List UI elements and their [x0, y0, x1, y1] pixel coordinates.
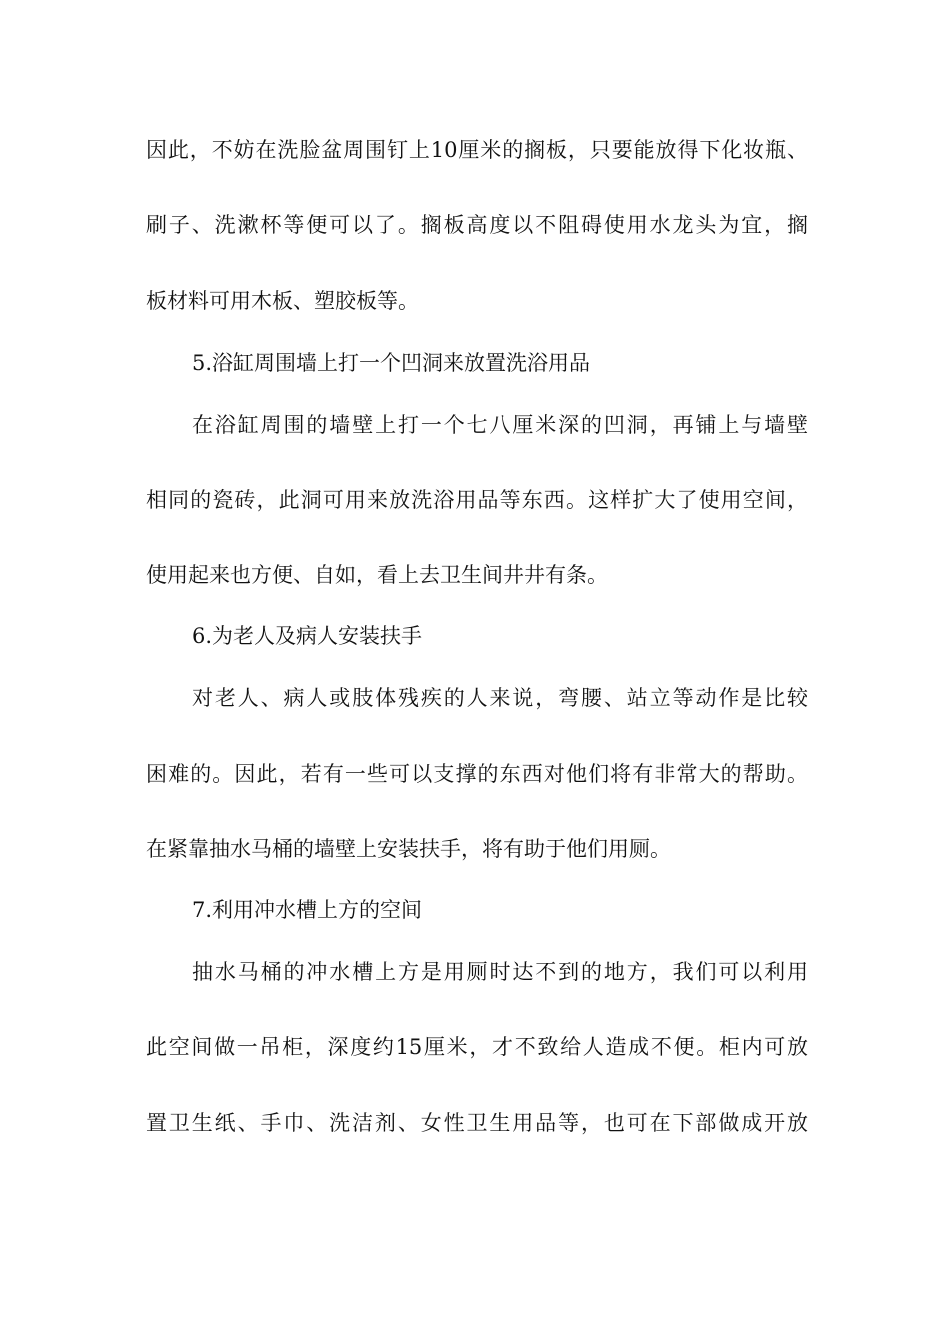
paragraph-line: 抽水马桶的冲水槽上方是用厕时达不到的地方，我们可以利用: [192, 960, 808, 984]
paragraph-line: 对老人、病人或肢体残疾的人来说，弯腰、站立等动作是比较: [192, 686, 808, 710]
section-heading: 5.浴缸周围墙上打一个凹洞来放置洗浴用品: [192, 351, 591, 375]
section-heading: 6.为老人及病人安装扶手: [192, 624, 423, 648]
paragraph-line: 在浴缸周围的墙壁上打一个七八厘米深的凹洞，再铺上与墙壁: [192, 413, 808, 437]
section-heading: 7.利用冲水槽上方的空间: [192, 898, 423, 922]
paragraph-line: 因此，不妨在洗脸盆周围钉上10厘米的搁板，只要能放得下化妆瓶、: [146, 138, 808, 162]
paragraph-line: 相同的瓷砖，此洞可用来放洗浴用品等东西。这样扩大了使用空间，: [146, 488, 808, 512]
paragraph-line: 刷子、洗漱杯等便可以了。搁板高度以不阻碍使用水龙头为宜，搁: [146, 213, 808, 237]
paragraph-line: 置卫生纸、手巾、洗洁剂、女性卫生用品等，也可在下部做成开放: [146, 1111, 808, 1135]
paragraph-line: 使用起来也方便、自如，看上去卫生间井井有条。: [146, 563, 608, 587]
paragraph-line: 此空间做一吊柜，深度约15厘米，才不致给人造成不便。柜内可放: [146, 1035, 808, 1059]
paragraph-line: 板材料可用木板、塑胶板等。: [146, 289, 419, 313]
paragraph-line: 困难的。因此，若有一些可以支撑的东西对他们将有非常大的帮助。: [146, 762, 808, 786]
paragraph-line: 在紧靠抽水马桶的墙壁上安装扶手，将有助于他们用厕。: [146, 837, 671, 861]
